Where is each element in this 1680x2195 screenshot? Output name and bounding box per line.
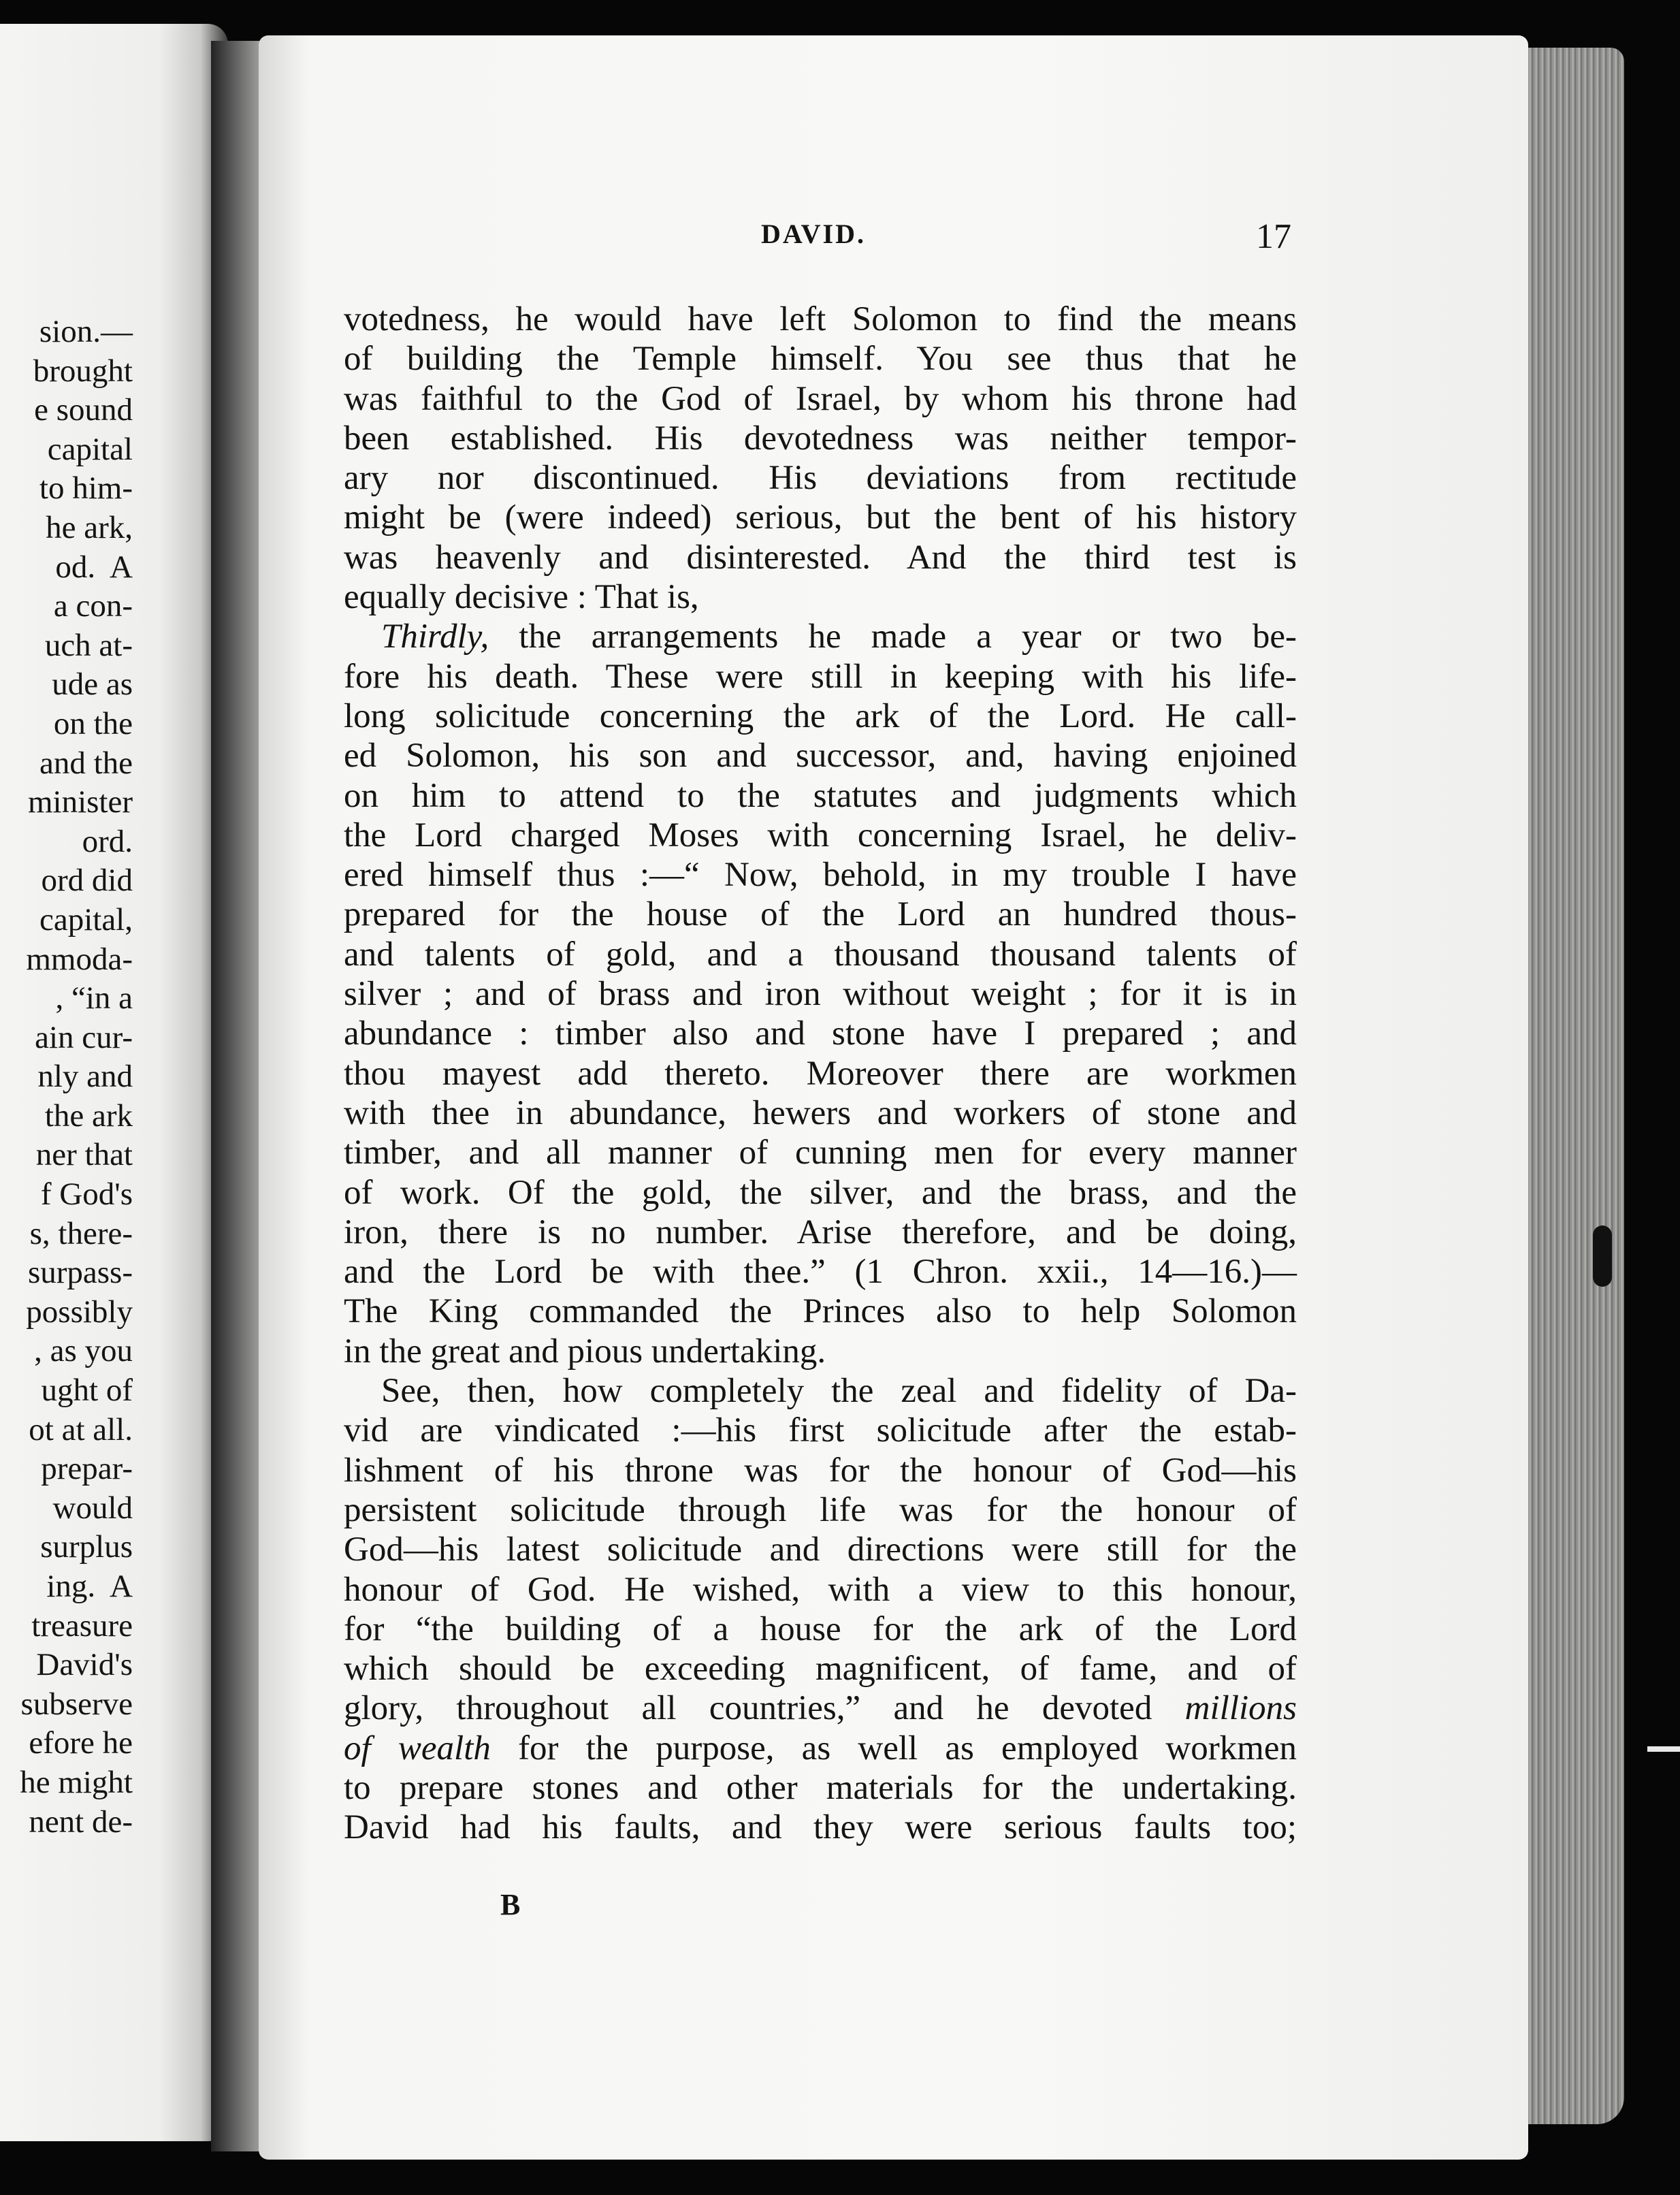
text-line: timber, and all manner of cunning men for every manner [344, 1134, 1297, 1172]
text-line: of wealth for the purpose, as well as employed workmen [344, 1729, 1297, 1767]
previous-page-line: mmoda- [26, 941, 133, 977]
previous-page-line: on the [53, 705, 133, 741]
paragraph-1 [344, 300, 1297, 617]
text-line: thou mayest add thereto. Moreover there are workmen [344, 1054, 1297, 1093]
previous-page-line: , “in a [55, 980, 133, 1016]
text-line: ary nor discontinued. His deviations from rectitude [344, 459, 1297, 498]
previous-page-line: surplus [40, 1529, 133, 1565]
text-line: fore his death. These were still in keeping with his life- [344, 657, 1297, 696]
previous-page-line: the ark [44, 1098, 133, 1134]
text-line: for “the building of a house for the ark of the Lord [344, 1609, 1297, 1648]
previous-page-line: ord. [82, 823, 133, 859]
previous-page-line: ot at all. [29, 1411, 133, 1447]
previous-page-line: capital [47, 431, 133, 467]
text-line: abundance : timber also and stone have I prepared ; and [344, 1014, 1297, 1053]
text-line: honour of God. He wished, with a view to this honour, [344, 1570, 1297, 1609]
previous-page-line: f God's [40, 1176, 133, 1213]
previous-page-line: nly and [37, 1059, 133, 1095]
edge-tick [1647, 1746, 1680, 1752]
text-line: might be (were indeed) serious, but the bent of his history [344, 498, 1297, 537]
edge-mark [1593, 1225, 1612, 1287]
text-line: was faithful to the God of Israel, by whom his throne had [344, 379, 1297, 418]
previous-page-line: treasure [31, 1607, 133, 1644]
previous-page-line: , as you [34, 1333, 133, 1369]
italic-phrase: millions [1184, 1689, 1297, 1728]
text-line: to prepare stones and other materials for the undertaking. [344, 1768, 1297, 1807]
text-line: in the great and pious undertaking. [344, 1332, 826, 1371]
previous-page-line: uch at- [44, 627, 133, 663]
text-line: equally decisive : That is, [344, 578, 699, 617]
text-line: the Lord charged Moses with concerning Israel, he deliv- [344, 816, 1297, 854]
text-line: of work. Of the gold, the silver, and the brass, and the [344, 1173, 1297, 1212]
text-line: on him to attend to the statutes and judgments which [344, 776, 1297, 815]
text-line: persistent solicitude through life was for the honour of [344, 1490, 1297, 1529]
previous-page-line: ing. A [46, 1569, 133, 1604]
previous-page-line: David's [36, 1647, 133, 1683]
previous-page-line: surpass- [27, 1255, 133, 1291]
italic-lead: Thirdly, [381, 618, 489, 656]
running-head: DAVID. [761, 219, 866, 249]
previous-page-line: possibly [26, 1294, 133, 1330]
previous-page [0, 24, 228, 2141]
previous-page-line: ught of [41, 1373, 133, 1409]
previous-page-line: a con- [53, 588, 133, 624]
previous-page-line: s, there- [29, 1215, 133, 1251]
italic-phrase: of wealth [344, 1729, 491, 1767]
previous-page-line: he ark, [46, 509, 133, 545]
previous-page-line: sion.— [39, 314, 133, 349]
text-line: glory, throughout all countries,” and he devoted millions [344, 1689, 1297, 1728]
previous-page-line: od. A [55, 549, 133, 585]
previous-page-line: capital, [39, 901, 133, 938]
previous-page-line: ord did [41, 863, 133, 899]
text-line: ed Solomon, his son and successor, and, having enjoined [344, 737, 1297, 775]
text-line: long solicitude concerning the ark of the Lord. He call- [344, 696, 1297, 735]
text-line: prepared for the house of the Lord an hundred thous- [344, 895, 1297, 934]
text-line: iron, there is no number. Arise therefore, and be doing, [344, 1213, 1297, 1251]
previous-page-line: he might [20, 1764, 133, 1800]
text-line: votedness, he would have left Solomon to find the means [344, 300, 1297, 338]
previous-page-line: would [52, 1490, 133, 1526]
text-line: vid are vindicated :—his first solicitude after the estab- [344, 1411, 1297, 1450]
paragraph-2 [344, 617, 1297, 1371]
text-line: of building the Temple himself. You see thus that he [344, 340, 1297, 379]
previous-page-line: brought [33, 353, 133, 389]
previous-page-line: minister [27, 784, 133, 820]
previous-page-line: and the [39, 745, 133, 781]
previous-page-line: prepar- [41, 1451, 133, 1487]
text-line: lishment of his throne was for the honour of God—his [344, 1451, 1297, 1490]
signature-mark: B [500, 1888, 521, 1921]
text-line: was heavenly and disinterested. And the third test is [344, 538, 1297, 577]
previous-page-line: to him- [39, 470, 133, 507]
text-line: Thirdly, the arrangements he made a year or two be- [381, 618, 1297, 656]
text-line: and the Lord be with thee.” (1 Chron. xxii., 14—16.)— [344, 1253, 1297, 1292]
previous-page-text [0, 313, 133, 1842]
text-line: and talents of gold, and a thousand thousand talents of [344, 935, 1297, 974]
page-body [344, 300, 1297, 1848]
text-line: David had his faults, and they were serious faults too; [344, 1808, 1297, 1847]
paragraph-3 [344, 1371, 1297, 1848]
previous-page-line: efore he [29, 1725, 133, 1761]
text-line: been established. His devotedness was neither tempor- [344, 419, 1297, 458]
previous-page-line: ain cur- [35, 1019, 133, 1055]
previous-page-line: e sound [34, 392, 133, 428]
text-line: See, then, how completely the zeal and fidelity of Da- [381, 1372, 1297, 1411]
text-line: with thee in abundance, hewers and workers of stone and [344, 1093, 1297, 1132]
text-line: silver ; and of brass and iron without weight ; for it is in [344, 975, 1297, 1014]
text-line: which should be exceeding magnificent, of fame, and of [344, 1650, 1297, 1688]
text-line: ered himself thus :—“ Now, behold, in my trouble I have [344, 856, 1297, 895]
previous-page-line: ner that [35, 1137, 133, 1173]
previous-page-line: nent de- [29, 1804, 133, 1840]
text-line: God—his latest solicitude and directions were still for the [344, 1531, 1297, 1569]
text-line: The King commanded the Princes also to help Solomon [344, 1292, 1297, 1331]
page-number: 17 [1256, 217, 1291, 256]
book-fore-edge [1518, 48, 1624, 2124]
previous-page-line: ude as [52, 667, 133, 703]
previous-page-line: subserve [20, 1686, 133, 1722]
